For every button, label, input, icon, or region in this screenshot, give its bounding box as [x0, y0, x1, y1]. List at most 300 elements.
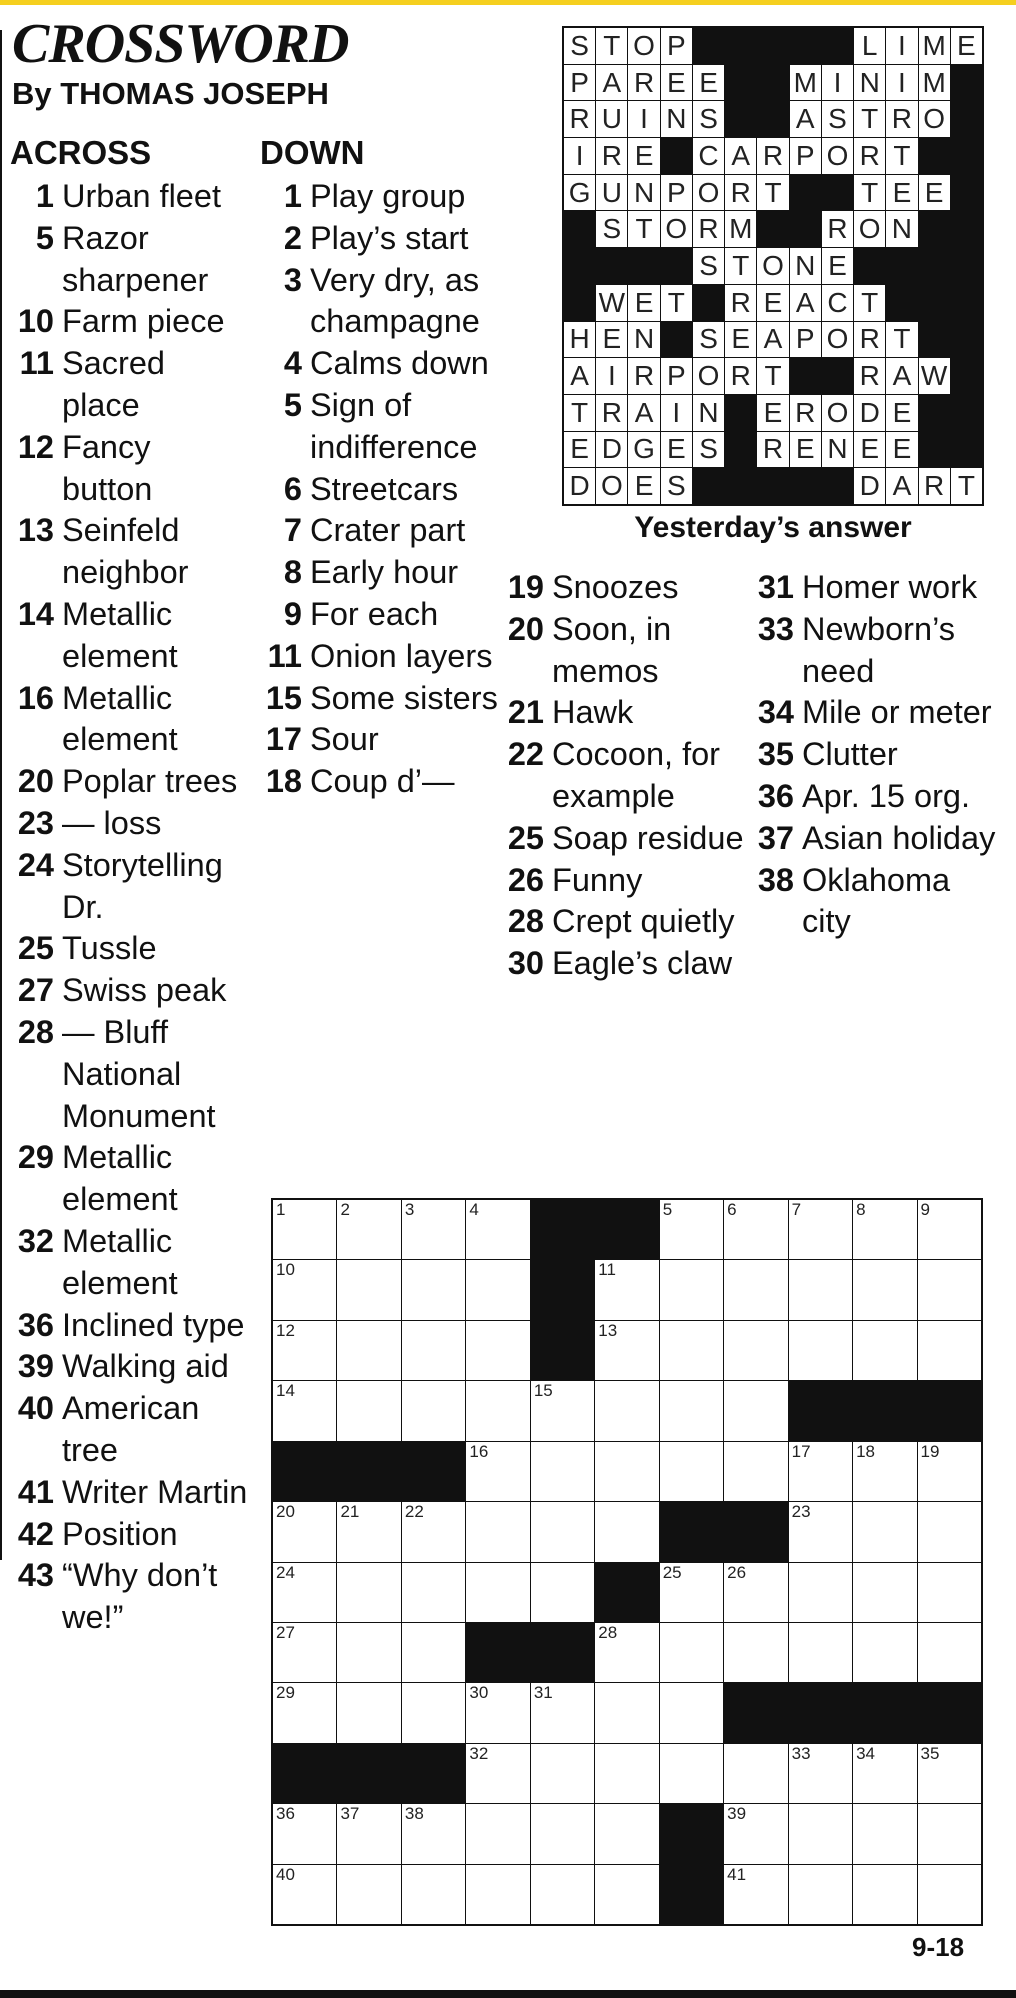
clue-item: [10, 1346, 248, 1388]
answer-black-square: [596, 248, 627, 284]
clue-item: [10, 1221, 248, 1305]
clue-item: [10, 176, 248, 218]
clue-item: [10, 218, 248, 302]
answer-letter: O: [822, 395, 853, 431]
grid-cell[interactable]: [337, 1804, 400, 1863]
clue-item: [10, 1472, 248, 1514]
grid-cell[interactable]: [853, 1321, 916, 1380]
grid-cell[interactable]: [273, 1260, 336, 1319]
answer-black-square: [822, 175, 853, 211]
grid-cell[interactable]: [466, 1744, 529, 1803]
answer-letter: E: [628, 138, 659, 174]
answer-letter: D: [596, 432, 627, 468]
answer-letter: R: [628, 65, 659, 101]
byline: By THOMAS JOSEPH: [12, 76, 329, 111]
answer-letter: P: [661, 358, 692, 394]
black-square: [789, 1381, 852, 1440]
clue-item: [260, 719, 500, 761]
grid-cell[interactable]: [660, 1442, 723, 1501]
grid-cell[interactable]: [789, 1321, 852, 1380]
page-title: CROSSWORD: [12, 13, 349, 75]
column-rule: [0, 30, 2, 1560]
clue-text: Urban fleet: [62, 178, 221, 214]
clue-text: Storytelling Dr.: [62, 846, 223, 925]
answer-letter: U: [596, 101, 627, 137]
cell-number: 15: [533, 1381, 553, 1401]
grid-cell[interactable]: [273, 1200, 336, 1259]
clue-item: [10, 970, 248, 1012]
answer-black-square: [564, 248, 595, 284]
answer-black-square: [919, 395, 950, 431]
clue-item: [500, 943, 750, 985]
grid-cell[interactable]: [724, 1804, 787, 1863]
clue-item: [260, 176, 500, 218]
answer-black-square: [951, 322, 982, 358]
clue-number: 30: [507, 945, 544, 982]
clue-item: [750, 609, 1005, 693]
answer-letter: R: [886, 101, 917, 137]
answer-letter: R: [822, 211, 853, 247]
down-clue-list: [500, 567, 750, 985]
grid-cell[interactable]: [273, 1865, 336, 1924]
across-heading: ACROSS: [10, 134, 152, 171]
grid-cell[interactable]: [853, 1563, 916, 1622]
cell-number: 31: [533, 1683, 553, 1703]
grid-cell[interactable]: [789, 1502, 852, 1561]
grid-cell[interactable]: [402, 1200, 465, 1259]
grid-cell[interactable]: [853, 1260, 916, 1319]
grid-cell[interactable]: [724, 1260, 787, 1319]
answer-black-square: [951, 101, 982, 137]
answer-letter: C: [693, 138, 724, 174]
clue-text: Snoozes: [552, 569, 679, 605]
clue-item: [750, 692, 1005, 734]
grid-cell[interactable]: [918, 1865, 981, 1924]
clue-item: [260, 385, 500, 469]
answer-letter: T: [628, 211, 659, 247]
answer-letter: A: [564, 358, 595, 394]
clue-text: Soon, in memos: [552, 610, 672, 689]
answer-letter: E: [628, 285, 659, 321]
grid-cell[interactable]: [724, 1381, 787, 1440]
grid-cell[interactable]: [595, 1623, 658, 1682]
clue-item: [260, 678, 500, 720]
answer-letter: U: [596, 175, 627, 211]
answer-black-square: [661, 322, 692, 358]
cell-number: 35: [920, 1743, 940, 1763]
black-square: [273, 1744, 336, 1803]
grid-cell[interactable]: [660, 1744, 723, 1803]
grid-cell[interactable]: [595, 1260, 658, 1319]
answer-letter: O: [822, 322, 853, 358]
answer-letter: T: [854, 101, 885, 137]
grid-cell[interactable]: [466, 1321, 529, 1380]
clue-number: 24: [17, 846, 54, 883]
answer-black-square: [951, 138, 982, 174]
clue-item: [500, 901, 750, 943]
answer-letter: E: [822, 248, 853, 284]
grid-cell[interactable]: [789, 1200, 852, 1259]
answer-letter: R: [757, 432, 788, 468]
grid-cell[interactable]: [273, 1563, 336, 1622]
grid-cell[interactable]: [531, 1563, 594, 1622]
answer-letter: R: [596, 138, 627, 174]
grid-cell[interactable]: [402, 1321, 465, 1380]
clue-item: [10, 510, 248, 594]
grid-cell[interactable]: [337, 1260, 400, 1319]
cell-number: 8: [856, 1200, 866, 1219]
grid-cell[interactable]: [918, 1442, 981, 1501]
clue-item: [260, 761, 500, 803]
yesterdays-answer-grid: [562, 26, 984, 506]
grid-cell[interactable]: [531, 1683, 594, 1742]
answer-letter: R: [725, 175, 756, 211]
grid-cell[interactable]: [466, 1804, 529, 1863]
answer-letter: T: [596, 28, 627, 64]
grid-cell[interactable]: [660, 1623, 723, 1682]
down-clues: [260, 132, 500, 803]
cell-number: 27: [276, 1622, 295, 1642]
answer-letter: O: [822, 138, 853, 174]
answer-black-square: [951, 358, 982, 394]
grid-cell[interactable]: [724, 1744, 787, 1803]
clue-text: Razor sharpener: [62, 219, 209, 298]
answer-letter: S: [661, 468, 692, 504]
clue-text: Walking aid: [62, 1348, 229, 1385]
answer-letter: M: [725, 211, 756, 247]
grid-cell[interactable]: [853, 1200, 916, 1259]
grid-cell[interactable]: [595, 1381, 658, 1440]
grid-cell[interactable]: [337, 1683, 400, 1742]
grid-cell[interactable]: [466, 1381, 529, 1440]
answer-letter: E: [886, 395, 917, 431]
grid-cell[interactable]: [337, 1381, 400, 1440]
answer-black-square: [628, 248, 659, 284]
grid-cell[interactable]: [402, 1623, 465, 1682]
grid-cell[interactable]: [402, 1502, 465, 1561]
grid-cell[interactable]: [337, 1200, 400, 1259]
clue-text: Homer work: [802, 569, 978, 605]
grid-cell[interactable]: [595, 1865, 658, 1924]
grid-cell[interactable]: [273, 1623, 336, 1682]
grid-cell[interactable]: [918, 1804, 981, 1863]
grid-cell[interactable]: [918, 1502, 981, 1561]
clue-number: 20: [17, 763, 54, 800]
cell-number: 38: [404, 1804, 424, 1824]
clue-number: 28: [507, 903, 544, 940]
clue-number: 40: [17, 1390, 54, 1427]
grid-cell[interactable]: [273, 1321, 336, 1380]
grid-cell[interactable]: [853, 1623, 916, 1682]
black-square: [337, 1744, 400, 1803]
answer-letter: O: [757, 248, 788, 284]
grid-cell[interactable]: [918, 1744, 981, 1803]
grid-cell[interactable]: [660, 1200, 723, 1259]
grid-cell[interactable]: [724, 1623, 787, 1682]
clue-number: 12: [17, 428, 54, 465]
grid-cell[interactable]: [660, 1260, 723, 1319]
answer-letter: I: [886, 65, 917, 101]
clue-number: 6: [283, 470, 302, 507]
grid-cell[interactable]: [660, 1381, 723, 1440]
answer-letter: R: [725, 358, 756, 394]
clue-number: 33: [757, 610, 794, 647]
clue-number: 21: [507, 694, 544, 731]
clue-text: Inclined type: [62, 1306, 245, 1343]
grid-cell[interactable]: [724, 1442, 787, 1501]
clue-text: Crept quietly: [552, 903, 735, 940]
grid-cell[interactable]: [918, 1623, 981, 1682]
grid-cell[interactable]: [789, 1623, 852, 1682]
grid-cell[interactable]: [466, 1683, 529, 1742]
cell-number: 23: [791, 1502, 811, 1522]
grid-cell[interactable]: [724, 1865, 787, 1924]
grid-cell[interactable]: [466, 1442, 529, 1501]
answer-black-square: [757, 468, 788, 504]
answer-black-square: [725, 28, 756, 64]
grid-cell[interactable]: [402, 1381, 465, 1440]
grid-cell[interactable]: [273, 1381, 336, 1440]
grid-cell[interactable]: [853, 1865, 916, 1924]
clue-item: [750, 567, 1005, 609]
clue-item: [10, 845, 248, 929]
down-clue-list: [260, 176, 500, 803]
grid-cell[interactable]: [273, 1502, 336, 1561]
clue-text: Newborn’s need: [802, 610, 955, 689]
grid-cell[interactable]: [337, 1502, 400, 1561]
clue-number: 25: [17, 930, 54, 967]
grid-cell[interactable]: [595, 1502, 658, 1561]
answer-letter: T: [661, 285, 692, 321]
answer-black-square: [564, 285, 595, 321]
cell-number: 6: [727, 1200, 737, 1219]
answer-letter: N: [886, 211, 917, 247]
grid-cell[interactable]: [789, 1260, 852, 1319]
grid-cell[interactable]: [337, 1563, 400, 1622]
grid-cell[interactable]: [918, 1260, 981, 1319]
clue-number: 35: [757, 736, 794, 773]
grid-cell[interactable]: [918, 1563, 981, 1622]
grid-cell[interactable]: [789, 1865, 852, 1924]
answer-letter: E: [757, 395, 788, 431]
grid-cell[interactable]: [531, 1381, 594, 1440]
grid-cell[interactable]: [466, 1563, 529, 1622]
answer-letter: L: [854, 28, 885, 64]
grid-cell[interactable]: [337, 1321, 400, 1380]
clue-item: [10, 343, 248, 427]
answer-letter: W: [596, 285, 627, 321]
answer-letter: A: [628, 395, 659, 431]
grid-cell[interactable]: [337, 1865, 400, 1924]
answer-letter: R: [790, 395, 821, 431]
clue-item: [500, 609, 750, 693]
answer-letter: P: [564, 65, 595, 101]
grid-cell[interactable]: [595, 1744, 658, 1803]
answer-letter: C: [822, 285, 853, 321]
answer-letter: S: [564, 28, 595, 64]
clue-number: 3: [283, 261, 302, 298]
cell-number: 39: [727, 1804, 747, 1824]
black-square: [531, 1623, 594, 1682]
clue-item: [10, 1514, 248, 1556]
crossword-grid: [271, 1198, 983, 1926]
answer-letter: E: [919, 175, 950, 211]
answer-letter: S: [822, 101, 853, 137]
grid-cell[interactable]: [853, 1502, 916, 1561]
black-square: [595, 1563, 658, 1622]
answer-black-square: [564, 211, 595, 247]
clue-number: 8: [283, 554, 302, 591]
black-square: [595, 1200, 658, 1259]
grid-cell[interactable]: [789, 1804, 852, 1863]
answer-black-square: [725, 65, 756, 101]
cell-number: 9: [920, 1200, 930, 1219]
grid-cell[interactable]: [466, 1260, 529, 1319]
grid-cell[interactable]: [660, 1321, 723, 1380]
answer-letter: A: [757, 322, 788, 358]
grid-cell[interactable]: [273, 1804, 336, 1863]
grid-cell[interactable]: [853, 1442, 916, 1501]
grid-cell[interactable]: [466, 1502, 529, 1561]
clue-item: [10, 1555, 248, 1639]
cell-number: 24: [276, 1562, 295, 1582]
clue-text: Early hour: [310, 554, 459, 591]
yesterdays-answer-caption: Yesterday’s answer: [634, 511, 912, 544]
clue-number: 4: [283, 345, 302, 382]
black-square: [660, 1865, 723, 1924]
grid-cell[interactable]: [595, 1804, 658, 1863]
answer-letter: R: [757, 138, 788, 174]
grid-cell[interactable]: [531, 1744, 594, 1803]
grid-cell[interactable]: [918, 1200, 981, 1259]
answer-letter: E: [693, 65, 724, 101]
grid-cell[interactable]: [337, 1623, 400, 1682]
black-square: [466, 1623, 529, 1682]
answer-black-square: [822, 28, 853, 64]
answer-black-square: [757, 101, 788, 137]
grid-cell[interactable]: [531, 1804, 594, 1863]
clue-text: Position: [62, 1515, 178, 1552]
answer-black-square: [790, 358, 821, 394]
answer-letter: I: [628, 101, 659, 137]
grid-cell[interactable]: [918, 1321, 981, 1380]
grid-cell[interactable]: [724, 1563, 787, 1622]
black-square: [660, 1502, 723, 1561]
grid-cell[interactable]: [273, 1683, 336, 1742]
grid-cell[interactable]: [660, 1683, 723, 1742]
clue-item: [750, 818, 1005, 860]
grid-cell[interactable]: [660, 1563, 723, 1622]
grid-cell[interactable]: [531, 1865, 594, 1924]
answer-letter: E: [886, 432, 917, 468]
clue-text: Mile or meter: [802, 694, 992, 731]
clue-text: Metallic element: [62, 1222, 178, 1301]
clue-text: “Why don’t we!”: [62, 1557, 218, 1636]
grid-cell[interactable]: [402, 1563, 465, 1622]
grid-cell[interactable]: [789, 1563, 852, 1622]
clue-text: Writer Martin: [62, 1473, 248, 1510]
cell-number: 41: [727, 1864, 747, 1884]
clue-text: Hawk: [552, 694, 634, 731]
answer-letter: O: [661, 211, 692, 247]
answer-letter: N: [854, 65, 885, 101]
clue-item: [10, 1137, 248, 1221]
grid-cell[interactable]: [853, 1744, 916, 1803]
clue-number: 10: [17, 303, 54, 340]
answer-letter: O: [628, 28, 659, 64]
cell-number: 34: [856, 1743, 875, 1763]
grid-cell[interactable]: [531, 1502, 594, 1561]
grid-cell[interactable]: [531, 1442, 594, 1501]
grid-cell[interactable]: [595, 1442, 658, 1501]
answer-letter: M: [919, 65, 950, 101]
grid-cell[interactable]: [789, 1442, 852, 1501]
grid-cell[interactable]: [595, 1321, 658, 1380]
cell-number: 40: [276, 1864, 295, 1884]
cell-number: 18: [856, 1441, 875, 1461]
answer-black-square: [919, 248, 950, 284]
grid-cell[interactable]: [402, 1683, 465, 1742]
answer-letter: H: [564, 322, 595, 358]
grid-cell[interactable]: [466, 1865, 529, 1924]
grid-cell[interactable]: [402, 1865, 465, 1924]
puzzle-date: 9-18: [912, 1932, 965, 1962]
cell-number: 37: [340, 1804, 360, 1824]
cell-number: 30: [469, 1683, 489, 1703]
grid-cell[interactable]: [789, 1744, 852, 1803]
clue-item: [10, 803, 248, 845]
grid-cell[interactable]: [724, 1200, 787, 1259]
grid-cell[interactable]: [724, 1321, 787, 1380]
clue-number: 5: [283, 386, 302, 423]
cell-number: 17: [791, 1441, 811, 1461]
clue-text: — Bluff National Monument: [62, 1013, 216, 1134]
grid-cell[interactable]: [402, 1260, 465, 1319]
clue-text: Onion layers: [310, 637, 493, 674]
grid-cell[interactable]: [466, 1200, 529, 1259]
answer-letter: T: [886, 322, 917, 358]
clue-number: 36: [17, 1306, 54, 1343]
answer-letter: D: [854, 395, 885, 431]
clue-number: 23: [17, 804, 54, 841]
clue-item: [260, 218, 500, 260]
cell-number: 2: [340, 1200, 350, 1219]
clue-number: 13: [17, 512, 54, 549]
answer-letter: D: [564, 468, 595, 504]
clue-item: [260, 552, 500, 594]
clue-text: Clutter: [802, 736, 898, 773]
answer-letter: A: [886, 468, 917, 504]
clue-item: [10, 678, 248, 762]
clue-number: 42: [17, 1515, 54, 1552]
black-square: [853, 1381, 916, 1440]
answer-black-square: [790, 211, 821, 247]
black-square: [789, 1683, 852, 1742]
answer-black-square: [919, 138, 950, 174]
clue-text: Crater part: [310, 512, 466, 549]
grid-cell[interactable]: [853, 1804, 916, 1863]
cell-number: 32: [469, 1743, 489, 1763]
clue-text: For each: [310, 595, 439, 632]
grid-cell[interactable]: [402, 1804, 465, 1863]
down-clues-continued: [500, 567, 750, 985]
answer-black-square: [919, 322, 950, 358]
bottom-rule: [0, 1990, 1016, 1998]
grid-cell[interactable]: [595, 1683, 658, 1742]
answer-black-square: [951, 175, 982, 211]
answer-letter: R: [693, 211, 724, 247]
answer-letter: A: [790, 285, 821, 321]
